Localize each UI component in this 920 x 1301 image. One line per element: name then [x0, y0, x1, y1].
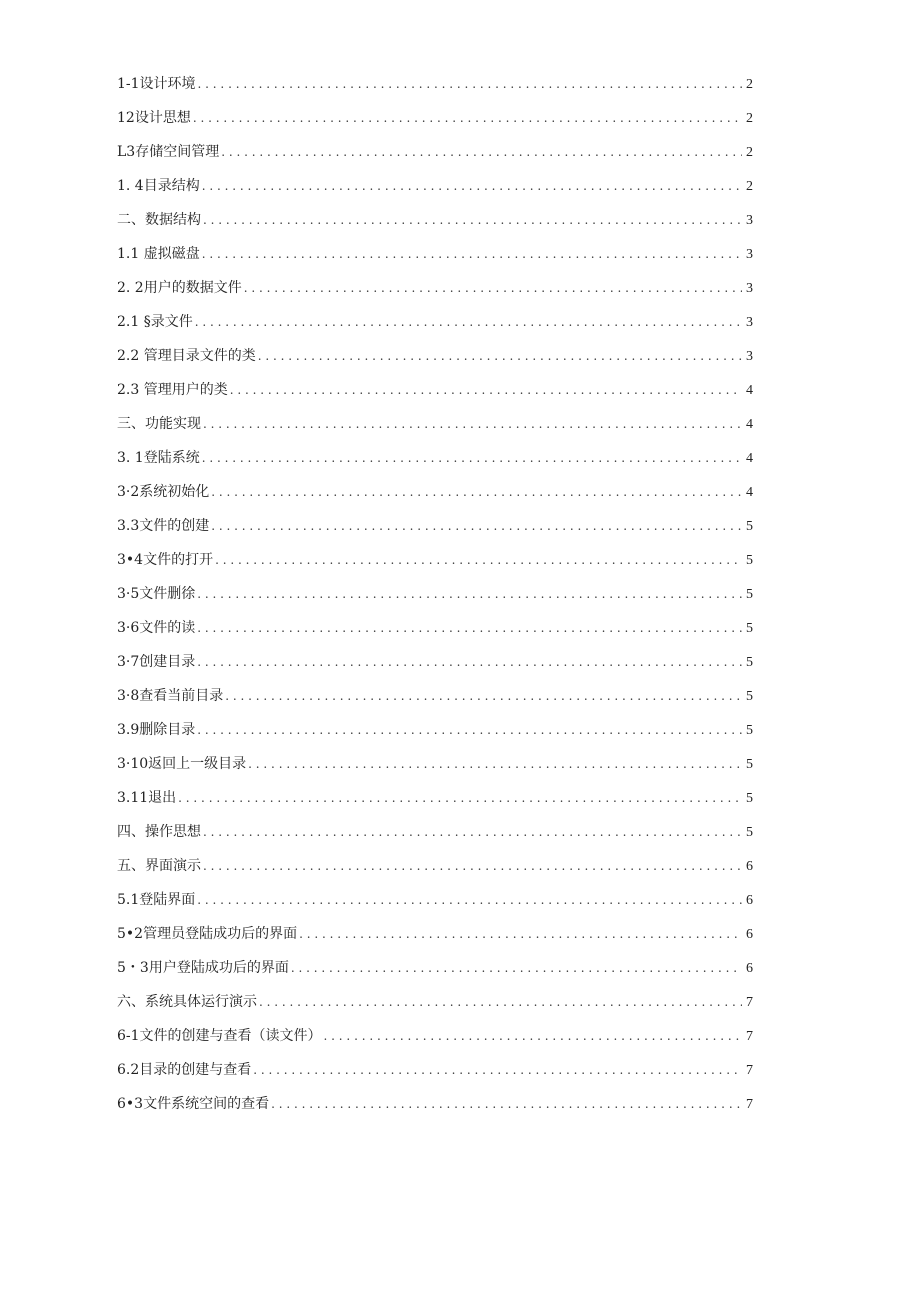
toc-entry-title: 3·8查看当前目录	[117, 688, 224, 704]
toc-entry[interactable]	[117, 176, 753, 210]
toc-entry-title: 3.11退出	[117, 790, 177, 806]
toc-entry-title: 2.2 管理目录文件的类	[117, 348, 256, 364]
toc-dot-leader	[203, 822, 742, 842]
toc-entry-page-number: 5	[746, 553, 753, 568]
toc-entry-title: 6•3文件系统空间的查看	[117, 1096, 270, 1112]
toc-entry-title: 3.3文件的创建	[117, 518, 210, 534]
toc-entry-title: 五、界面演示	[117, 858, 201, 874]
toc-entry-title: L3存储空间管理	[117, 144, 220, 160]
toc-entry-page-number: 7	[746, 995, 753, 1010]
toc-entry[interactable]	[117, 890, 753, 924]
toc-entry-page-number: 7	[746, 1063, 753, 1078]
toc-entry-title: 3·2系统初始化	[117, 484, 210, 500]
toc-dot-leader	[195, 312, 742, 332]
toc-entry-page-number: 2	[746, 145, 753, 160]
toc-entry[interactable]	[117, 720, 753, 754]
toc-entry-page-number: 3	[746, 315, 753, 330]
toc-dot-leader	[299, 924, 742, 944]
toc-entry-page-number: 6	[746, 859, 753, 874]
toc-entry[interactable]	[117, 346, 753, 380]
toc-entry[interactable]	[117, 652, 753, 686]
toc-entry-title: 1.1 虚拟磁盘	[117, 246, 200, 262]
toc-dot-leader	[271, 1094, 742, 1114]
toc-entry-page-number: 5	[746, 587, 753, 602]
toc-dot-leader	[248, 754, 742, 774]
toc-entry-page-number: 2	[746, 179, 753, 194]
toc-entry-title: 3·10返回上一级目录	[117, 756, 247, 772]
toc-entry-title: 6.2目录的创建与查看	[117, 1062, 252, 1078]
toc-entry-title: 1-1设计环境	[117, 76, 196, 92]
toc-entry-page-number: 5	[746, 791, 753, 806]
toc-dot-leader	[259, 992, 742, 1012]
toc-entry[interactable]	[117, 1026, 753, 1060]
toc-entry[interactable]	[117, 924, 753, 958]
toc-entry-page-number: 4	[746, 417, 753, 432]
toc-entry-title: 3·7创建目录	[117, 654, 196, 670]
toc-entry[interactable]	[117, 278, 753, 312]
toc-entry-title: 3•4文件的打开	[117, 552, 214, 568]
toc-dot-leader	[203, 856, 742, 876]
toc-dot-leader	[221, 142, 742, 162]
toc-dot-leader	[215, 550, 742, 570]
toc-entry-page-number: 4	[746, 485, 753, 500]
toc-entry-page-number: 5	[746, 621, 753, 636]
toc-entry[interactable]	[117, 754, 753, 788]
toc-entry-title: 3·5文件删徐	[117, 586, 196, 602]
toc-entry[interactable]	[117, 210, 753, 244]
toc-dot-leader	[193, 108, 742, 128]
toc-entry[interactable]	[117, 380, 753, 414]
toc-entry[interactable]	[117, 958, 753, 992]
toc-dot-leader	[197, 890, 742, 910]
toc-entry-page-number: 6	[746, 961, 753, 976]
toc-entry-page-number: 3	[746, 247, 753, 262]
toc-dot-leader	[291, 958, 742, 978]
toc-dot-leader	[324, 1026, 742, 1046]
toc-entry-page-number: 5	[746, 655, 753, 670]
toc-dot-leader	[197, 720, 742, 740]
toc-entry[interactable]	[117, 414, 753, 448]
toc-entry-page-number: 2	[746, 77, 753, 92]
toc-entry-page-number: 2	[746, 111, 753, 126]
toc-entry[interactable]	[117, 482, 753, 516]
toc-entry-title: 3. 1登陆系统	[117, 450, 200, 466]
toc-entry[interactable]	[117, 108, 753, 142]
toc-entry-page-number: 4	[746, 383, 753, 398]
toc-entry-title: 四、操作思想	[117, 824, 201, 840]
toc-entry-page-number: 5	[746, 757, 753, 772]
toc-dot-leader	[203, 210, 742, 230]
toc-entry-title: 六、系统具体运行演示	[117, 994, 257, 1010]
toc-entry[interactable]	[117, 74, 753, 108]
toc-dot-leader	[253, 1060, 742, 1080]
toc-entry-page-number: 5	[746, 723, 753, 738]
toc-entry-title: 5.1登陆界面	[117, 892, 196, 908]
toc-entry-page-number: 7	[746, 1029, 753, 1044]
toc-dot-leader	[178, 788, 742, 808]
toc-entry[interactable]	[117, 1094, 753, 1128]
toc-entry-title: 三、功能实现	[117, 416, 201, 432]
toc-entry-title: 1. 4目录结构	[117, 178, 200, 194]
toc-entry-title: 2. 2用户的数据文件	[117, 280, 242, 296]
toc-entry[interactable]	[117, 584, 753, 618]
toc-entry-title: 3.9删除目录	[117, 722, 196, 738]
toc-dot-leader	[211, 516, 742, 536]
toc-entry[interactable]	[117, 618, 753, 652]
toc-entry[interactable]	[117, 1060, 753, 1094]
toc-dot-leader	[258, 346, 742, 366]
toc-entry-page-number: 4	[746, 451, 753, 466]
toc-entry[interactable]	[117, 448, 753, 482]
toc-entry-title: 3·6文件的读	[117, 620, 196, 636]
toc-entry-page-number: 7	[746, 1097, 753, 1112]
toc-entry-page-number: 5	[746, 689, 753, 704]
toc-dot-leader	[203, 414, 742, 434]
toc-dot-leader	[244, 278, 742, 298]
toc-entry-page-number: 6	[746, 927, 753, 942]
toc-entry-title: 二、数据结构	[117, 212, 201, 228]
toc-entry-page-number: 6	[746, 893, 753, 908]
table-of-contents	[117, 74, 753, 1128]
toc-entry[interactable]	[117, 686, 753, 720]
toc-dot-leader	[202, 244, 742, 264]
toc-entry[interactable]	[117, 244, 753, 278]
toc-entry[interactable]	[117, 788, 753, 822]
toc-entry-page-number: 3	[746, 213, 753, 228]
toc-entry-title: 2.1 §录文件	[117, 314, 193, 330]
toc-entry-page-number: 3	[746, 349, 753, 364]
toc-entry[interactable]	[117, 822, 753, 856]
toc-entry-title: 12设计思想	[117, 110, 191, 126]
toc-entry-page-number: 5	[746, 825, 753, 840]
toc-dot-leader	[202, 176, 742, 196]
toc-entry[interactable]	[117, 516, 753, 550]
toc-dot-leader	[197, 584, 742, 604]
toc-dot-leader	[197, 652, 742, 672]
toc-dot-leader	[225, 686, 742, 706]
toc-entry[interactable]	[117, 992, 753, 1026]
toc-entry-page-number: 3	[746, 281, 753, 296]
toc-dot-leader	[230, 380, 742, 400]
toc-entry-title: 6-1文件的创建与查看（读文件）	[117, 1028, 322, 1044]
toc-entry-page-number: 5	[746, 519, 753, 534]
toc-entry[interactable]	[117, 550, 753, 584]
toc-entry-title: 2.3 管理用户的类	[117, 382, 228, 398]
toc-entry[interactable]	[117, 312, 753, 346]
toc-dot-leader	[202, 448, 742, 468]
toc-dot-leader	[198, 74, 742, 94]
toc-entry[interactable]	[117, 142, 753, 176]
toc-dot-leader	[211, 482, 742, 502]
toc-entry-title: 5•2管理员登陆成功后的界面	[117, 926, 298, 942]
toc-dot-leader	[197, 618, 742, 638]
toc-entry-title: 5・3用户登陆成功后的界面	[117, 960, 289, 976]
toc-entry[interactable]	[117, 856, 753, 890]
